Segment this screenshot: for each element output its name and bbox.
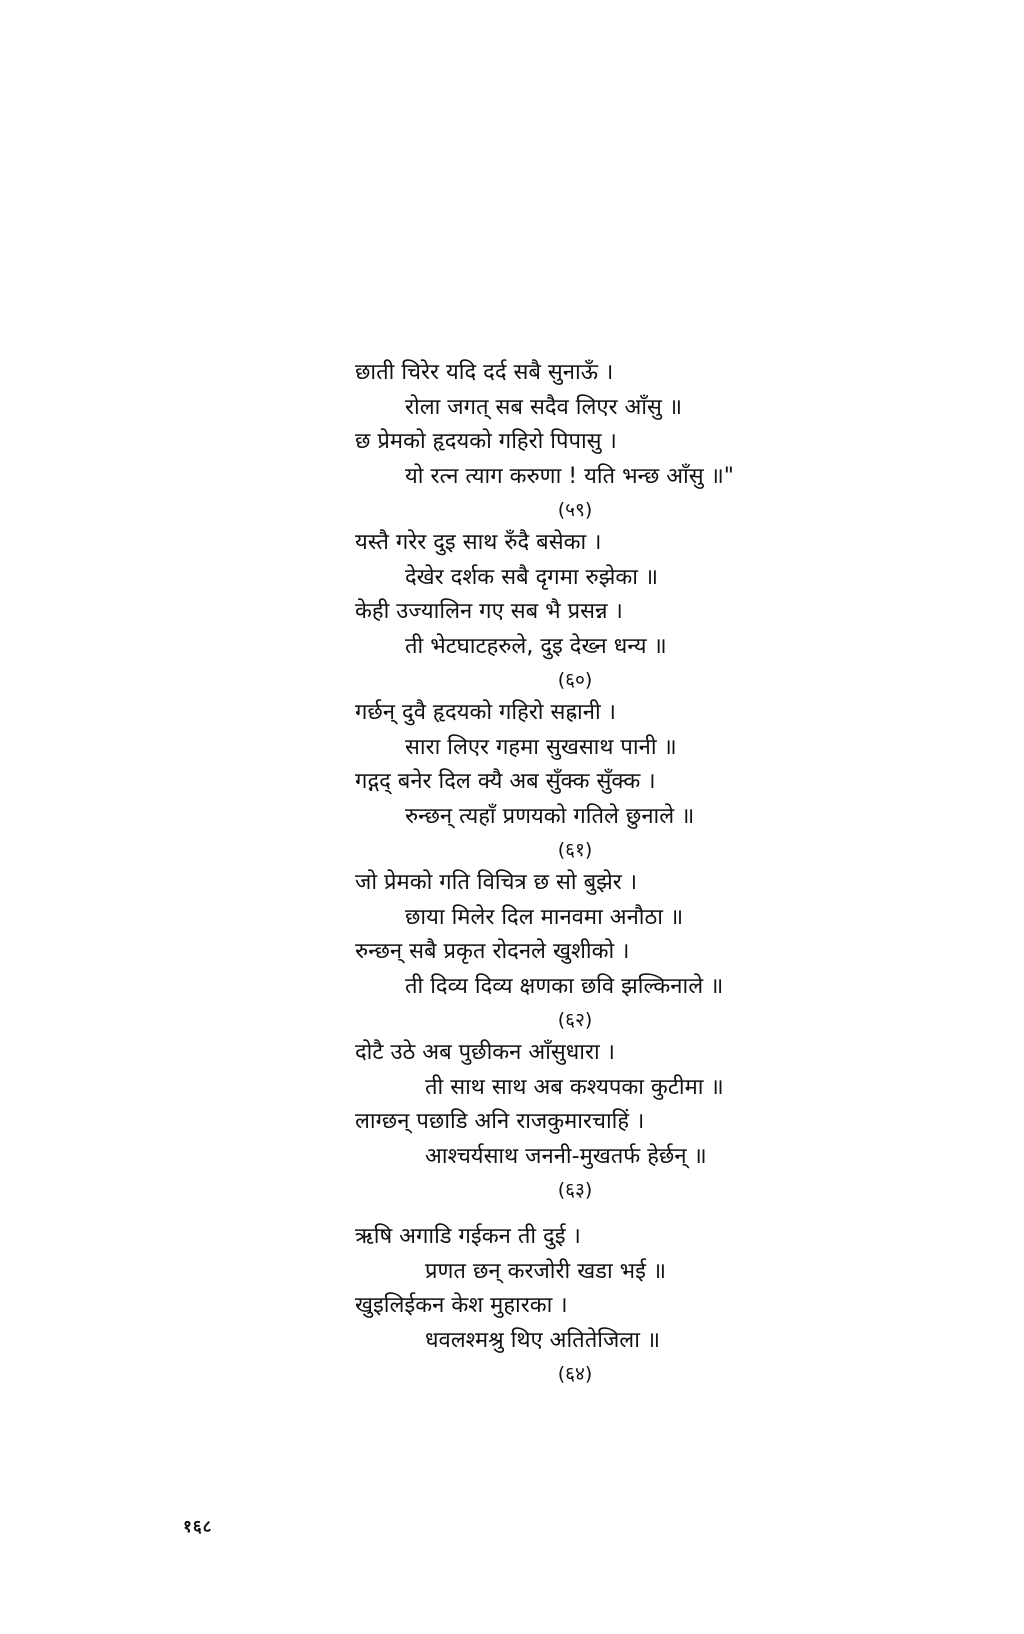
verse-line: लाग्छन् पछाडि अनि राजकुमारचाहिं । (355, 1109, 645, 1134)
verse-line: देखेर दर्शक सबै दृगमा रुझेका ॥ (405, 564, 659, 590)
verse-line: खुइलिईकन केश मुहारका । (355, 1293, 568, 1318)
verse-line: ऋषि अगाडि गईकन ती दुई । (355, 1224, 581, 1249)
verse-line: छाती चिरेर यदि दर्द सबै सुनाऊँ । (355, 360, 614, 385)
stanza (355, 526, 835, 696)
verse-line: छाया मिलेर दिल मानवमा अनौठा ॥ (405, 904, 684, 930)
verse-line: जो प्रेमको गति विचित्र छ सो बुझेर । (355, 870, 638, 895)
verse-number: (६२) (557, 1009, 593, 1031)
stanza (355, 1220, 835, 1390)
stanza (355, 696, 835, 866)
verse-number: (५९) (557, 499, 593, 521)
verse-line: रुन्छन् सबै प्रकृत रोदनले खुशीको । (355, 939, 630, 964)
stanza (355, 356, 835, 526)
verse-line: गद्गद् बनेर दिल क्यै अब सुँक्क सुँक्क । (355, 769, 656, 794)
verse-line: छ प्रेमको हृदयको गहिरो पिपासु । (355, 429, 617, 454)
verse-line: ती साथ साथ अब कश्यपका कुटीमा ॥ (425, 1074, 724, 1100)
verse-line: ती भेटघाटहरुले, दुइ देख्न धन्य ॥ (405, 633, 667, 659)
verse-line: यस्तै गरेर दुइ साथ रुँदै बसेका । (355, 530, 602, 555)
verse-line: केही उज्यालिन गए सब भै प्रसन्न । (355, 599, 623, 624)
verse-line: सारा लिएर गहमा सुखसाथ पानी ॥ (405, 734, 677, 760)
stanza (355, 1036, 835, 1206)
verse-number: (६४) (557, 1363, 593, 1385)
verse-line: यो रत्न त्याग करुणा ! यति भन्छ आँसु ॥" (405, 463, 734, 489)
verse-line: दोटै उठे अब पुछीकन आँसुधारा । (355, 1040, 615, 1065)
verse-number: (६०) (557, 669, 593, 691)
verse-line: प्रणत छन् करजोरी खडा भई ॥ (425, 1258, 667, 1284)
verse-line: रुन्छन् त्यहाँ प्रणयको गतिले छुनाले ॥ (405, 803, 695, 829)
verse-line: गर्छन् दुवै हृदयको गहिरो सह्रानी । (355, 700, 616, 725)
verse-line: ती दिव्य दिव्य क्षणका छवि झल्किनाले ॥ (405, 973, 724, 999)
verse-line: आश्चर्यसाथ जननी-मुखतर्फ हेर्छन् ॥ (425, 1143, 707, 1169)
verse-line: रोला जगत् सब सदैव लिएर आँसु ॥ (405, 394, 683, 420)
page-number: १६८ (183, 1517, 213, 1537)
verse-number: (६१) (557, 839, 593, 861)
verse-number: (६३) (557, 1179, 593, 1201)
verse-line: धवलश्मश्रु थिए अतितेजिला ॥ (425, 1327, 661, 1353)
stanza (355, 866, 835, 1036)
poem-body (355, 356, 835, 1390)
